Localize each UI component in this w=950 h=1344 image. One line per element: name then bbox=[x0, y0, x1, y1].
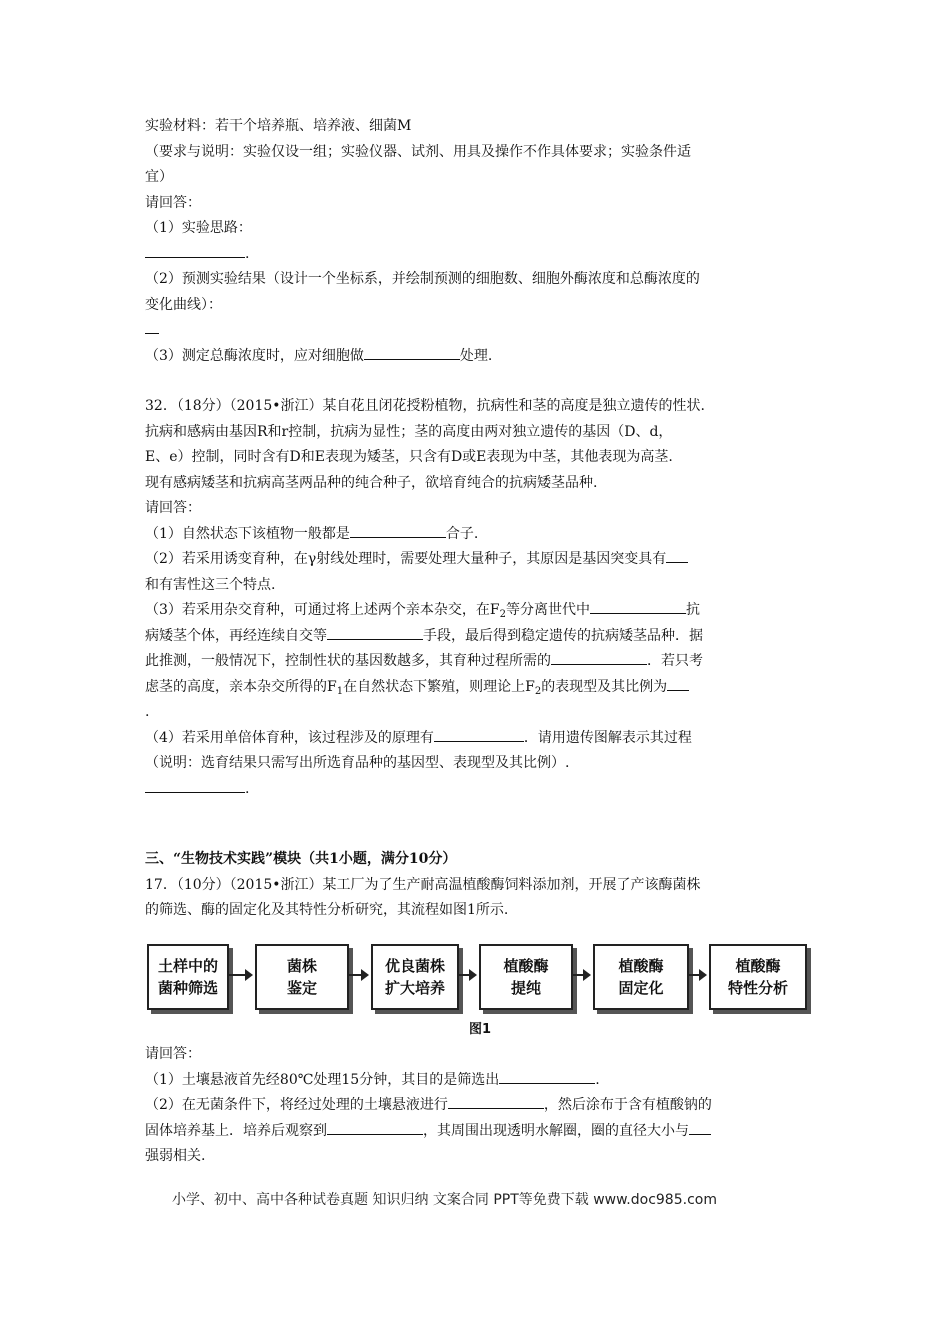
text-line: 此推测，一般情况下，控制性状的基因数越多，其育种过程所需的 ．若只考 bbox=[145, 649, 815, 675]
text-line: （4）若采用单倍体育种，该过程涉及的原理有 ．请用遗传图解表示其过程 bbox=[145, 726, 815, 752]
answer-line: . bbox=[145, 242, 815, 268]
question-17-header: 17．（10分）（2015•浙江）某工厂为了生产耐高温植酸酶饲料添加剂，开展了产该酶菌株 bbox=[145, 876, 701, 893]
answer-blank bbox=[448, 1094, 544, 1109]
text-line: 实验材料：若干个培养瓶、培养液、细菌M bbox=[145, 118, 412, 134]
flowchart bbox=[145, 938, 815, 1013]
text-line: 变化曲线）： bbox=[145, 296, 222, 313]
text-line: （1）实验思路： bbox=[145, 220, 252, 236]
answer-blank bbox=[350, 523, 446, 538]
flow-step-3: 优良菌株 扩大培养 bbox=[371, 944, 459, 1010]
text-line: （2）在无菌条件下，将经过处理的土壤悬液进行 ，然后涂布于含有植酸钠的 bbox=[145, 1093, 815, 1119]
text-line: （1）土壤悬液首先经80℃处理15分钟，其目的是筛选出 . bbox=[145, 1068, 815, 1094]
answer-blank bbox=[145, 243, 245, 258]
text-line: （3）测定总酶浓度时，应对细胞做 处理. bbox=[145, 344, 815, 370]
answer-blank bbox=[689, 1120, 711, 1135]
document-content bbox=[145, 114, 815, 1170]
answer-blank bbox=[667, 676, 689, 691]
text-line: （2）若采用诱变育种，在γ射线处理时，需要处理大量种子，其原因是基因突变具有 bbox=[145, 547, 815, 573]
flow-arrow bbox=[229, 974, 251, 976]
answer-line bbox=[145, 318, 815, 344]
text-line: 和有害性这三个特点. bbox=[145, 576, 276, 593]
text-line: 抗病和感病由基因R和r控制，抗病为显性；茎的高度由两对独立遗传的基因（D、d， bbox=[145, 423, 673, 440]
section-heading: 三、“生物技术实践”模块（共1小题，满分10分） bbox=[145, 851, 457, 867]
text-line: （要求与说明：实验仅设一组；实验仪器、试剂、用具及操作不作具体要求；实验条件适 bbox=[145, 143, 691, 160]
text-line: 病矮茎个体，再经连续自交等 手段，最后得到稳定遗传的抗病矮茎品种．据 bbox=[145, 624, 815, 650]
text-line: （1）自然状态下该植物一般都是 合子. bbox=[145, 522, 815, 548]
answer-blank bbox=[666, 548, 688, 563]
flow-step-1: 土样中的 菌种筛选 bbox=[147, 944, 229, 1010]
text-line: 的筛选、酶的固定化及其特性分析研究，其流程如图1所示. bbox=[145, 902, 509, 918]
text-line: （2）预测实验结果（设计一个坐标系，并绘制预测的细胞数、细胞外酶浓度和总酶浓度的 bbox=[145, 271, 700, 287]
flow-step-5: 植酸酶 固定化 bbox=[593, 944, 689, 1010]
flow-step-4: 植酸酶 提纯 bbox=[479, 944, 573, 1010]
page-footer: 小学、初中、高中各种试卷真题 知识归纳 文案合同 PPT等免费下载 www.doc985.com bbox=[172, 1192, 717, 1208]
text-line: 请回答： bbox=[145, 1046, 201, 1062]
text-line: 请回答： bbox=[145, 194, 201, 211]
answer-blank bbox=[145, 778, 245, 793]
answer-blank bbox=[551, 650, 647, 665]
answer-blank bbox=[327, 1120, 423, 1135]
flow-arrow bbox=[689, 974, 705, 976]
flow-arrow bbox=[459, 974, 475, 976]
flow-step-2: 菌株 鉴定 bbox=[255, 944, 349, 1010]
answer-blank bbox=[327, 625, 423, 640]
text-line: 宜） bbox=[145, 169, 173, 185]
answer-blank bbox=[145, 319, 159, 334]
figure-caption: 图1 bbox=[468, 1021, 492, 1037]
text-line: . bbox=[145, 704, 150, 720]
text-line: 现有感病矮茎和抗病高茎两品种的纯合种子，欲培育纯合的抗病矮茎品种. bbox=[145, 474, 598, 491]
answer-blank bbox=[434, 727, 524, 742]
flow-arrow bbox=[573, 974, 589, 976]
text-line: E、e）控制，同时含有D和E表现为矮茎，只含有D或E表现为中茎，其他表现为高茎. bbox=[145, 449, 673, 465]
text-line: （3）若采用杂交育种，可通过将上述两个亲本杂交，在$F_2$等分离世代中 抗 bbox=[145, 598, 815, 624]
question-32-header: 32．（18分）（2015•浙江）某自花且闭花授粉植物，抗病性和茎的高度是独立遗传的性状. bbox=[145, 398, 705, 414]
answer-blank bbox=[590, 599, 686, 614]
text-line: 强弱相关. bbox=[145, 1148, 206, 1164]
flow-arrow bbox=[349, 974, 367, 976]
flow-step-6: 植酸酶 特性分析 bbox=[709, 944, 807, 1010]
answer-blank bbox=[364, 345, 460, 360]
answer-blank bbox=[499, 1069, 595, 1084]
answer-line: . bbox=[145, 777, 815, 803]
text-line: 请回答： bbox=[145, 500, 201, 516]
text-line: 虑茎的高度，亲本杂交所得的$F_1$在自然状态下繁殖，则理论上$F_2$的表现型及其比例为 bbox=[145, 675, 815, 701]
text-line: （说明：选育结果只需写出所选育品种的基因型、表现型及其比例）. bbox=[145, 755, 570, 771]
text-line: 固体培养基上．培养后观察到 ，其周围出现透明水解圈，圈的直径大小与 bbox=[145, 1119, 815, 1145]
